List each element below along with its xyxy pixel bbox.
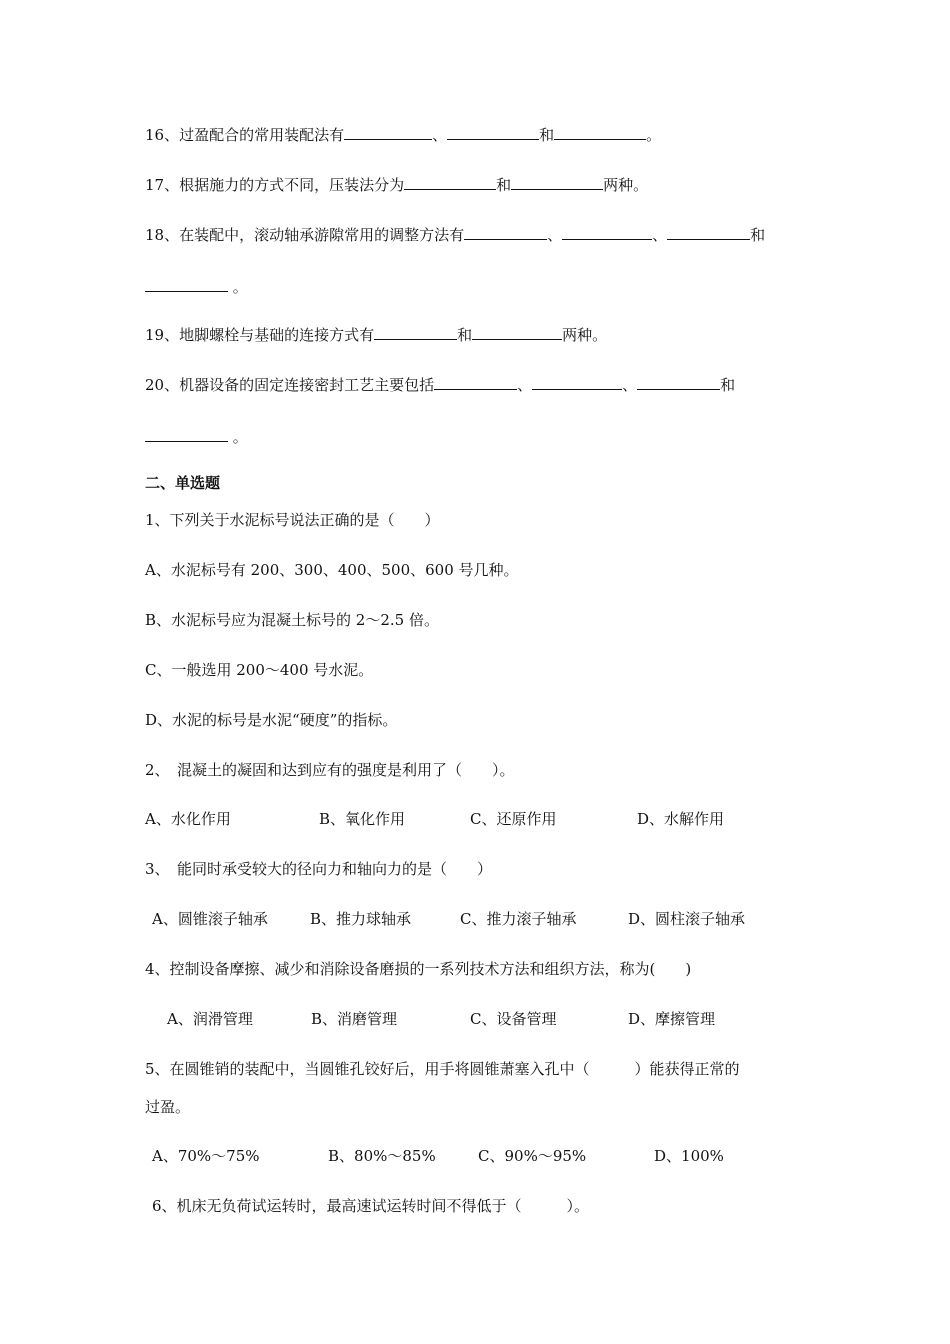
q1-option-b: B、水泥标号应为混凝土标号的 2～2.5 倍。: [145, 611, 439, 629]
separator: 两种。: [562, 326, 608, 344]
answer-blank: [637, 374, 720, 390]
answer-blank: [434, 374, 517, 390]
q2-option-b: B、氧化作用: [319, 810, 406, 828]
q3-option-a: A、圆锥滚子轴承: [152, 910, 268, 928]
q3-stem: 3、 能同时承受较大的径向力和轴向力的是（ ）: [145, 860, 493, 878]
separator: 、: [652, 226, 668, 244]
answer-blank: [554, 124, 646, 140]
separator: 两种。: [603, 176, 649, 194]
question-number: 20、: [145, 376, 180, 394]
question-20-continued: [145, 426, 248, 447]
answer-blank: [562, 224, 652, 240]
question-18: [145, 224, 765, 245]
q2-options: [145, 809, 724, 829]
answer-blank: [464, 224, 547, 240]
q2-option-c: C、还原作用: [470, 810, 557, 828]
question-text: 过盈配合的常用装配法有: [179, 126, 345, 144]
question-20: [145, 374, 735, 395]
q6-stem: 6、机床无负荷试运转时，最高速试运转时间不得低于（ ）。: [152, 1197, 590, 1215]
separator: 。: [232, 428, 248, 446]
question-number: 18、: [145, 226, 180, 244]
question-text: 地脚螺栓与基础的连接方式有: [179, 326, 375, 344]
q5-option-b: B、80%～85%: [328, 1147, 436, 1165]
q5-stem-continued: 过盈。: [145, 1098, 191, 1116]
q1-option-a: A、水泥标号有 200、300、400、500、600 号几种。: [145, 561, 519, 579]
question-number: 17、: [145, 176, 180, 194]
q5-options: [152, 1146, 724, 1166]
separator: 和: [750, 226, 766, 244]
question-text: 在装配中，滚动轴承游隙常用的调整方法有: [179, 226, 465, 244]
separator: 、: [622, 376, 638, 394]
answer-blank: [511, 174, 603, 190]
answer-blank: [447, 124, 539, 140]
q3-option-d: D、圆柱滚子轴承: [628, 910, 746, 928]
answer-blank: [667, 224, 750, 240]
separator: 、: [547, 226, 563, 244]
q2-option-d: D、水解作用: [637, 810, 725, 828]
separator: 。: [232, 278, 248, 296]
q3-option-c: C、推力滚子轴承: [460, 910, 577, 928]
section-title: 二、单选题: [145, 474, 221, 492]
q5-stem: 5、在圆锥销的装配中，当圆锥孔铰好后，用手将圆锥萧塞入孔中（ ）能获得正常的: [145, 1060, 740, 1078]
q5-option-c: C、90%～95%: [478, 1147, 587, 1165]
q5-option-a: A、70%～75%: [152, 1147, 260, 1165]
q4-options: [167, 1009, 715, 1029]
answer-blank: [145, 276, 228, 292]
answer-blank: [532, 374, 622, 390]
q3-option-b: B、推力球轴承: [310, 910, 412, 928]
separator: 和: [496, 176, 512, 194]
answer-blank: [472, 324, 562, 340]
separator: 和: [457, 326, 473, 344]
separator: 和: [720, 376, 736, 394]
q4-option-b: B、消磨管理: [311, 1010, 398, 1028]
separator: 。: [646, 126, 662, 144]
answer-blank: [145, 426, 228, 442]
answer-blank: [344, 124, 432, 140]
q4-option-c: C、设备管理: [470, 1010, 557, 1028]
answer-blank: [374, 324, 457, 340]
q4-stem: 4、控制设备摩擦、减少和消除设备磨损的一系列技术方法和组织方法，称为( ): [145, 960, 692, 978]
separator: 、: [517, 376, 533, 394]
answer-blank: [404, 174, 496, 190]
question-19: [145, 324, 607, 345]
separator: 、: [432, 126, 448, 144]
question-17: [145, 174, 648, 195]
q1-stem: 1、下列关于水泥标号说法正确的是（ ）: [145, 511, 440, 529]
question-16: [145, 124, 661, 145]
question-number: 16、: [145, 126, 180, 144]
separator: 和: [539, 126, 555, 144]
q2-stem: 2、 混凝土的凝固和达到应有的强度是利用了（ ）。: [145, 761, 515, 779]
question-text: 机器设备的固定连接密封工艺主要包括: [179, 376, 435, 394]
q3-options: [152, 909, 745, 929]
q4-option-a: A、润滑管理: [167, 1010, 253, 1028]
question-text: 根据施力的方式不同，压装法分为: [179, 176, 405, 194]
question-18-continued: [145, 276, 248, 297]
question-number: 19、: [145, 326, 180, 344]
q4-option-d: D、摩擦管理: [628, 1010, 716, 1028]
q1-option-d: D、水泥的标号是水泥“硬度”的指标。: [145, 711, 398, 729]
q5-option-d: D、100%: [654, 1147, 724, 1165]
q1-option-c: C、一般选用 200～400 号水泥。: [145, 661, 374, 679]
q2-option-a: A、水化作用: [145, 810, 231, 828]
